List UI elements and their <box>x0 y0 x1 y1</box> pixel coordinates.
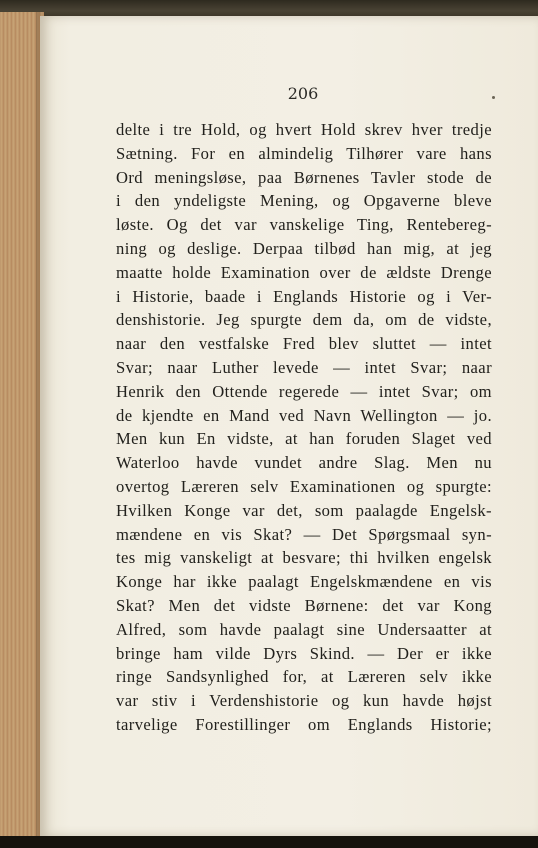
text-line: Svar; naar Luther levede — intet Svar; naar <box>116 357 492 377</box>
text-line: Sætning. For en almindelig Tilhører vare hans <box>116 143 492 163</box>
text-line: de kjendte en Mand ved Navn Wellington — jo. <box>116 405 492 425</box>
text-line: Ord meningsløse, paa Børnenes Tavler stode de <box>116 167 492 187</box>
text-line: i den yndeligste Mening, og Opgaverne bleve <box>116 191 492 211</box>
text-line: bringe ham vilde Dyrs Skind. — Der er ikke <box>116 643 492 663</box>
book-bottom-edge <box>0 836 538 848</box>
text-line: ning og deslige. Derpaa tilbød han mig, at jeg <box>116 238 492 258</box>
page-number: 206 <box>287 84 319 103</box>
text-line: Skat? Men det vidste Børnene: det var Kong <box>116 595 492 615</box>
text-line: tarvelige Forestillinger om Englands Historie; <box>116 714 492 734</box>
text-line: Waterloo havde vundet andre Slag. Men nu <box>116 453 492 473</box>
text-line: delte i tre Hold, og hvert Hold skrev hver tredje <box>116 120 492 139</box>
text-line: Konge har ikke paalagt Engelskmændene en vis <box>116 572 492 592</box>
text-line: var stiv i Verdenshistorie og kun havde højst <box>116 691 492 711</box>
text-line: denshistorie. Jeg spurgte dem da, om de vidste, <box>116 310 492 330</box>
body-text <box>116 118 492 737</box>
text-line: maatte holde Examination over de ældste Drenge <box>116 262 492 282</box>
text-line: mændene en vis Skat? — Det Spørgsmaal syn- <box>116 524 492 544</box>
text-line: tes mig vanskeligt at besvare; thi hvilken engelsk <box>116 548 492 568</box>
text-line: Men kun En vidste, at han foruden Slaget ved <box>116 429 492 449</box>
text-line: i Historie, baade i Englands Historie og i Ver- <box>116 286 492 306</box>
text-line: Hvilken Konge var det, som paalagde Engelsk- <box>116 500 492 520</box>
text-line: løste. Og det var vanskelige Ting, Rentebereg- <box>116 215 492 235</box>
text-line: overtog Læreren selv Examinationen og spurgte: <box>116 476 492 496</box>
text-line: naar den vestfalske Fred blev sluttet — intet <box>116 334 492 354</box>
text-line: Henrik den Ottende regerede — intet Svar; om <box>116 381 492 401</box>
text-line: Alfred, som havde paalagt sine Undersaatter at <box>116 619 492 639</box>
text-line: ringe Sandsynlighed for, at Læreren selv ikke <box>116 667 492 687</box>
